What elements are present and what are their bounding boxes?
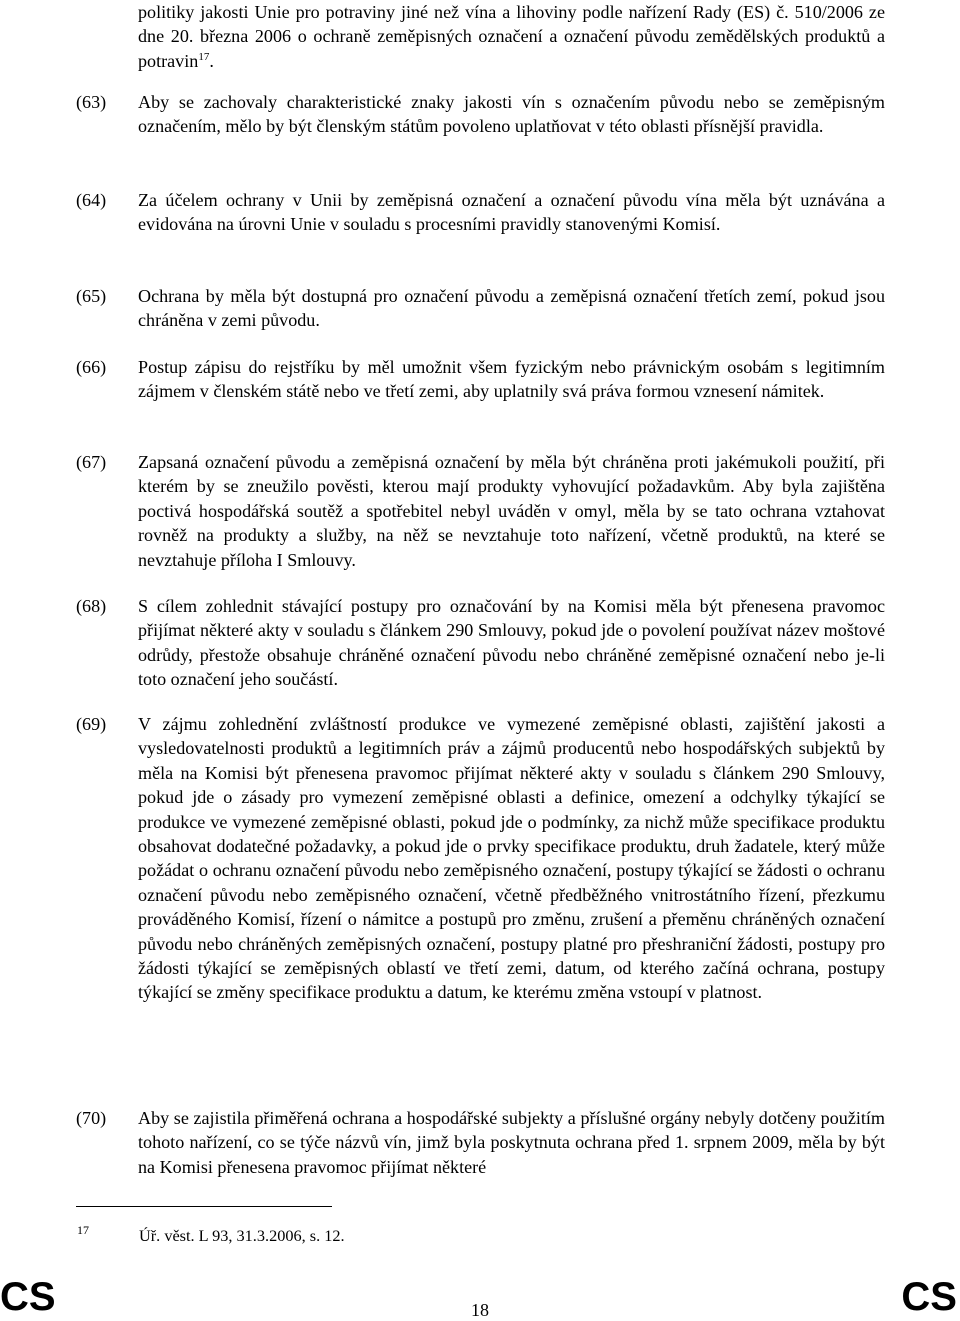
paragraph-text: Postup zápisu do rejstříku by měl umožnit všem fyzickým nebo právnickým osobám s legitimním zájmem v členském státě nebo ve třetí zemi, aby uplatnily svá práva formou vznesení námitek. xyxy=(138,357,885,402)
page-number: 18 xyxy=(471,1300,489,1320)
language-code-right: CS xyxy=(901,1275,957,1319)
continuation-text: politiky jakosti Unie pro potraviny jiné než vína a lihoviny podle nařízení Rady (ES) č. 510/2006 ze dne 20. března 2006 o ochraně zeměpisných označení a označení původu zemědělských produktů a potravin xyxy=(138,2,885,71)
paragraph-text: Aby se zachovaly charakteristické znaky jakosti vín s označením původu nebo se zeměpisným označením, mělo by být členským státům povoleno uplatňovat v této oblasti přísnější pravidla. xyxy=(138,92,885,137)
footnote-number: 17 xyxy=(77,1223,89,1237)
continuation-end: . xyxy=(209,50,214,71)
paragraph-text: Za účelem ochrany v Unii by zeměpisná označení a označení původu vína měla být uznávána a evidována na úrovni Unie v souladu s procesními pravidly stanovenými Komisí. xyxy=(138,190,885,235)
paragraph-text: Ochrana by měla být dostupná pro označení původu a zeměpisná označení třetích zemí, pokud jsou chráněna v zemi původu. xyxy=(138,286,885,331)
paragraph-number: (70) xyxy=(76,1108,107,1128)
paragraph-text: S cílem zohlednit stávající postupy pro označování by na Komisi měla být přenesena pravomoc přijímat některé akty v souladu s článkem 290 Smlouvy, pokud jde o povolení používat název moštové odrůdy, přestože obsahuje chráněné označení původu nebo chráněné zeměpisné označení nebo je-li toto označení jeho součástí. xyxy=(138,596,885,690)
continuation-paragraph xyxy=(138,0,885,73)
footnote-reference[interactable]: 17 xyxy=(198,50,210,63)
paragraph-text: Zapsaná označení původu a zeměpisná označení by měla být chráněna proti jakémukoli použití, při kterém by se zneužilo pověsti, kterou mají produkty vyhovující požadavkům. Aby byla zajištěna poctivá hospodářská soutěž a spotřebitel nebyl uváděn v omyl, měla by se tato ochrana vztahovat rovněž na produkty a služby, na něž se nevztahuje toto nařízení, včetně produktů, na které se nevztahuje příloha I Smlouvy. xyxy=(138,452,885,570)
paragraph-text: Aby se zajistila přiměřená ochrana a hospodářské subjekty a příslušné orgány nebyly dotčeny použitím tohoto nařízení, co se týče názvů vín, jimž byla poskytnuta ochrana před 1. srpnem 2009, měla by být na Komisi přenesena pravomoc přijímat některé xyxy=(138,1108,885,1177)
paragraph-number: (68) xyxy=(76,596,107,616)
paragraph-number: (65) xyxy=(76,286,107,306)
paragraph-number: (69) xyxy=(76,714,107,734)
footnote-text: Úř. věst. L 93, 31.3.2006, s. 12. xyxy=(139,1226,345,1245)
paragraph-number: (63) xyxy=(76,92,107,112)
footnote-divider xyxy=(76,1206,332,1207)
language-code-left: CS xyxy=(0,1275,56,1319)
paragraph-number: (64) xyxy=(76,190,107,210)
paragraph-number: (66) xyxy=(76,357,107,377)
paragraph-number: (67) xyxy=(76,452,107,472)
paragraph-text: V zájmu zohlednění zvláštností produkce ve vymezené zeměpisné oblasti, zajištění jakosti a vysledovatelnosti produktů a legitimních práv a zájmů producentů nebo hospodářských subjektů by měla na Komisi být přenesena pravomoc přijímat některé akty v souladu s článkem 290 Smlouvy, pokud jde o zásady pro vymezení zeměpisné oblasti a definice, omezení a odchylky týkající se produkce ve vymezené zeměpisné oblasti, pokud jde o podmínky, za nichž může specifikace produktu obsahovat dodatečné požadavky, a pokud jde o prvky specifikace produktu, druh žadatele, který může požádat o ochranu označení původu nebo zeměpisného označení, postupy týkající se žádosti o ochranu označení původu nebo zeměpisného označení, včetně předběžného vnitrostátního řízení, přezkumu prováděného Komisí, řízení o námitce a postupů pro změnu, zrušení a přeměnu chráněných označení původu nebo chráněných zeměpisných označení, postupy platné pro přeshraniční žádosti, postupy pro žádosti týkající se zeměpisných oblastí ve třetí zemi, datum, od kterého začíná ochrana, postupy týkající se změny specifikace produktu a datum, ke kterému změna vstoupí v platnost. xyxy=(138,714,885,1003)
